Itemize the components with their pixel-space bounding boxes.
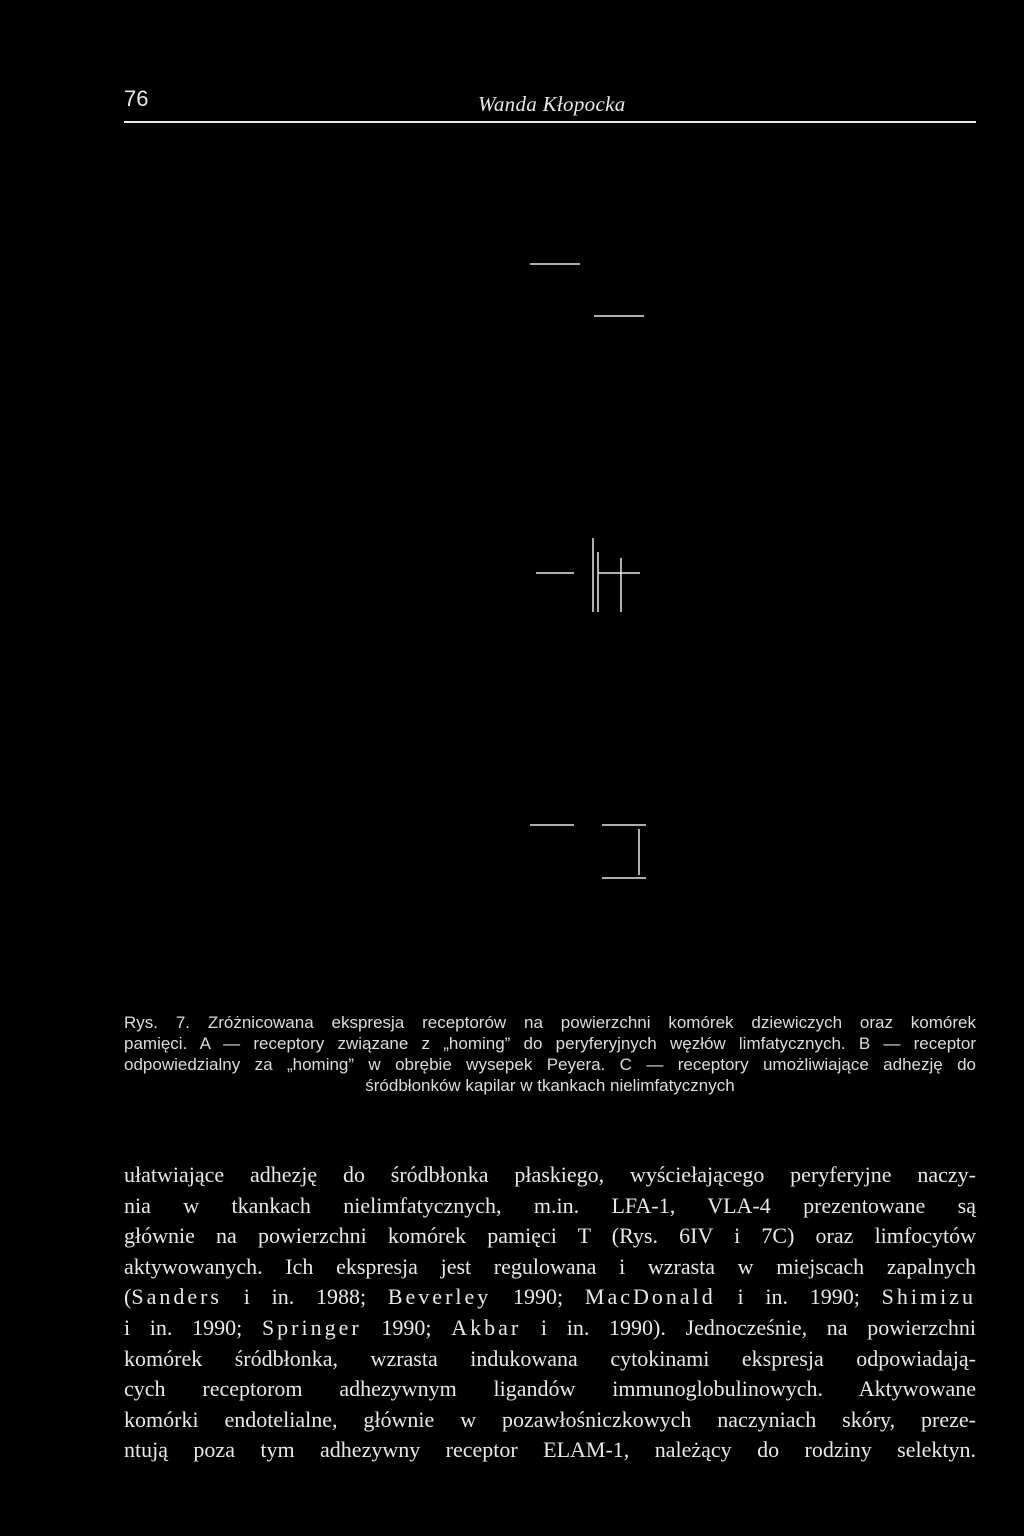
cited-author: Springer: [261, 1314, 362, 1340]
cited-author: Sanders: [131, 1284, 222, 1310]
body-line: komórki endotelialne, głównie w pozawłośniczkowych naczyniach skóry, preze-: [124, 1406, 976, 1432]
figure-7: [124, 140, 976, 1000]
figure-caption: [124, 1012, 976, 1096]
body-text: 1990;: [491, 1284, 585, 1310]
body-line: nia w tkankach nielimfatycznych, m.in. LFA-1, VLA-4 prezentowane są: [124, 1192, 976, 1218]
cited-author: Shimizu: [881, 1284, 976, 1310]
cited-author: MacDonald: [584, 1284, 716, 1310]
page-number: 76: [124, 86, 149, 111]
body-paragraph: [124, 1160, 976, 1466]
running-head: [124, 86, 976, 120]
header-rule: [124, 121, 976, 123]
caption-line: odpowiedzialny za „homing” w obrębie wysepek Peyera. C — receptory umożliwiające adhezję do: [124, 1055, 976, 1074]
caption-line: śródbłonków kapilar w tkankach nielimfatycznych: [365, 1076, 735, 1095]
body-text: 1990;: [361, 1314, 452, 1340]
caption-line: pamięci. A — receptory związane z „homing” do peryferyjnych węzłów limfatycznych. B — receptor: [124, 1034, 976, 1053]
body-line: ntują poza tym adhezywny receptor ELAM-1, należący do rodziny selektyn.: [124, 1437, 976, 1463]
body-line: głównie na powierzchni komórek pamięci T (Rys. 6IV i 7C) oraz limfocytów: [124, 1223, 976, 1249]
body-text: (: [124, 1284, 132, 1310]
body-line: komórek śródbłonka, wzrasta indukowana cytokinami ekspresja odpowiadają-: [124, 1345, 976, 1371]
caption-line: Rys. 7. Zróżnicowana ekspresja receptorów na powierzchni komórek dziewiczych oraz komórek: [124, 1013, 976, 1032]
cited-author: Akbar: [451, 1314, 522, 1340]
body-line: cych receptorom adhezywnym ligandów immunoglobulinowych. Aktywowane: [124, 1376, 976, 1402]
body-text: i in. 1990). Jednocześnie, na powierzchni: [521, 1314, 976, 1340]
cited-author: Beverley: [387, 1284, 492, 1310]
body-text: i in. 1988;: [221, 1284, 388, 1310]
body-text: i in. 1990;: [715, 1284, 882, 1310]
body-line-citations: [124, 1282, 976, 1313]
body-line-citations: [124, 1313, 976, 1344]
body-line: ułatwiające adhezję do śródbłonka płaskiego, wyściełającego peryferyjne naczy-: [124, 1162, 976, 1187]
body-line: aktywowanych. Ich ekspresja jest regulowana i wzrasta w miejscach zapalnych: [124, 1253, 976, 1279]
running-head-author: Wanda Kłopocka: [478, 92, 626, 116]
body-text: i in. 1990;: [124, 1314, 262, 1340]
figure-7-drawing: [124, 140, 976, 1000]
